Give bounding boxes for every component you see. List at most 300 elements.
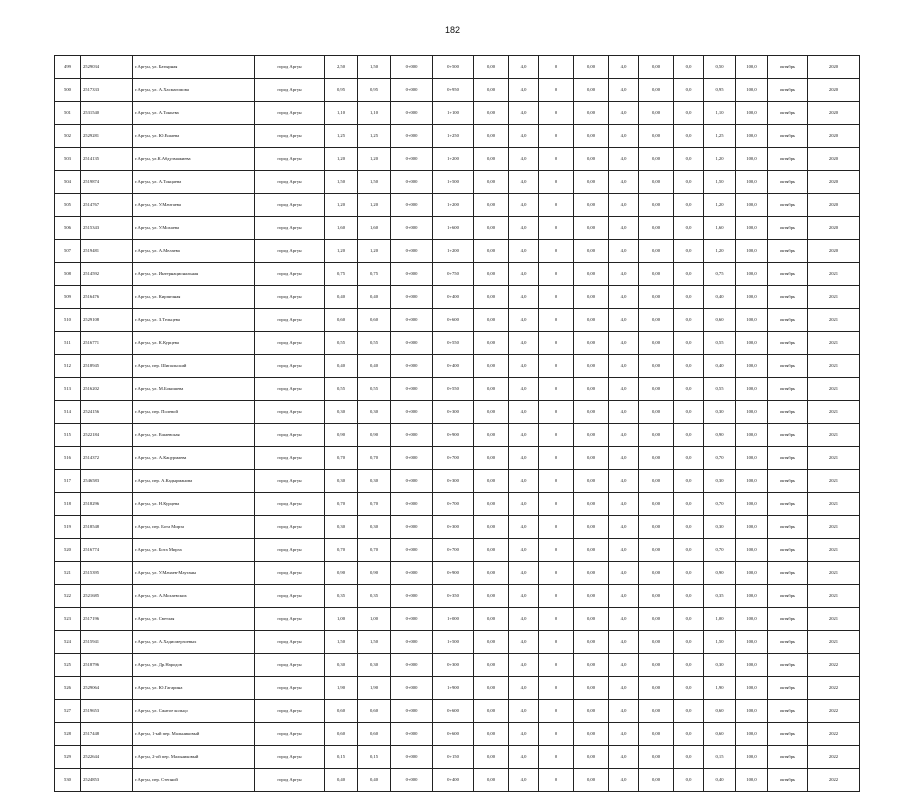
table-cell: 2514592 xyxy=(81,263,133,286)
table-cell: 1,50 xyxy=(358,631,391,654)
table-cell: 0,00 xyxy=(474,470,509,493)
table-cell: 0+900 xyxy=(433,562,474,585)
table-cell: 100,0 xyxy=(736,470,768,493)
table-cell: 0+300 xyxy=(433,470,474,493)
table-cell: г.Аргун, ул. Батырная xyxy=(133,56,255,79)
table-cell: октябрь xyxy=(768,631,808,654)
table-cell: город Аргун xyxy=(255,148,325,171)
table-cell: 0 xyxy=(539,539,574,562)
table-cell: 0,00 xyxy=(639,79,674,102)
table-cell: 4,0 xyxy=(509,102,539,125)
table-cell: 4,0 xyxy=(609,102,639,125)
table-cell: 4,0 xyxy=(609,562,639,585)
table-cell: 0,00 xyxy=(474,677,509,700)
table-cell: 0,00 xyxy=(639,102,674,125)
table-cell: 0,00 xyxy=(574,769,609,792)
table-cell: 1,20 xyxy=(358,148,391,171)
table-cell: город Аргун xyxy=(255,378,325,401)
table-cell: 0,0 xyxy=(674,631,704,654)
table-cell: 0,00 xyxy=(639,332,674,355)
table-cell: 0 xyxy=(539,378,574,401)
table-cell: 2522184 xyxy=(81,424,133,447)
table-cell: 4,0 xyxy=(609,424,639,447)
table-cell: 4,0 xyxy=(609,217,639,240)
table-cell: 100,0 xyxy=(736,148,768,171)
table-cell: 2529281 xyxy=(81,125,133,148)
table-cell: 0+300 xyxy=(433,654,474,677)
table-cell: 0,00 xyxy=(574,677,609,700)
table-cell: 0,75 xyxy=(325,263,358,286)
table-cell: 0,40 xyxy=(704,355,736,378)
table-cell: 0+000 xyxy=(391,263,433,286)
table-cell: 2021 xyxy=(808,562,860,585)
table-cell: 2529034 xyxy=(81,56,133,79)
table-cell: город Аргун xyxy=(255,654,325,677)
table-cell: 4,0 xyxy=(609,125,639,148)
table-cell: г.Аргун, ул. А.Мелаева xyxy=(133,240,255,263)
table-cell: 0 xyxy=(539,493,574,516)
table-cell: 0+700 xyxy=(433,539,474,562)
table-cell: 0,00 xyxy=(574,608,609,631)
table-cell: 100,0 xyxy=(736,355,768,378)
table-cell: г.Аргун, ул. Кирпичная xyxy=(133,286,255,309)
table-cell: 0,00 xyxy=(474,102,509,125)
table-cell: 0,40 xyxy=(704,769,736,792)
table-cell: 0,0 xyxy=(674,217,704,240)
table-cell: 0 xyxy=(539,608,574,631)
table-cell: 0,00 xyxy=(574,539,609,562)
table-cell: 0,00 xyxy=(574,378,609,401)
table-row xyxy=(55,171,860,194)
table-cell: октябрь xyxy=(768,539,808,562)
table-cell: 519 xyxy=(55,516,81,539)
table-cell: 0,00 xyxy=(639,309,674,332)
table-cell: октябрь xyxy=(768,746,808,769)
table-cell: 2021 xyxy=(808,470,860,493)
table-cell: 0,00 xyxy=(574,171,609,194)
table-cell: 100,0 xyxy=(736,332,768,355)
table-cell: г.Аргун, пер. Степной xyxy=(133,769,255,792)
table-cell: 1+200 xyxy=(433,240,474,263)
table-cell: октябрь xyxy=(768,677,808,700)
table-cell: 0,00 xyxy=(574,746,609,769)
table-cell: 1,00 xyxy=(325,608,358,631)
table-cell: 0,00 xyxy=(574,56,609,79)
table-cell: 0+000 xyxy=(391,700,433,723)
table-cell: 0,00 xyxy=(639,194,674,217)
table-cell: 4,0 xyxy=(509,309,539,332)
table-cell: 0 xyxy=(539,769,574,792)
table-cell: 0,00 xyxy=(474,700,509,723)
table-cell: 0+550 xyxy=(433,378,474,401)
table-cell: 0,00 xyxy=(474,56,509,79)
table-cell: 1,25 xyxy=(325,125,358,148)
table-cell: 0+000 xyxy=(391,470,433,493)
table-cell: 1,90 xyxy=(325,677,358,700)
table-cell: 0,0 xyxy=(674,332,704,355)
table-cell: 4,0 xyxy=(509,424,539,447)
table-cell: 0+000 xyxy=(391,56,433,79)
table-cell: 4,0 xyxy=(609,723,639,746)
table-cell: 1+200 xyxy=(433,148,474,171)
table-cell: 0,40 xyxy=(704,286,736,309)
table-cell: 4,0 xyxy=(609,355,639,378)
table-cell: 0,0 xyxy=(674,470,704,493)
table-cell: 0,00 xyxy=(574,562,609,585)
table-cell: 0,00 xyxy=(474,240,509,263)
table-cell: 0+350 xyxy=(433,585,474,608)
table-cell: 0,00 xyxy=(639,677,674,700)
table-cell: 0,00 xyxy=(639,562,674,585)
table-cell: 0,00 xyxy=(574,401,609,424)
table-cell: г.Аргун, ул. М.Бокишева xyxy=(133,378,255,401)
table-cell: 1,50 xyxy=(704,171,736,194)
table-cell: 0,70 xyxy=(704,447,736,470)
table-cell: город Аргун xyxy=(255,79,325,102)
table-cell: октябрь xyxy=(768,286,808,309)
table-cell: 0 xyxy=(539,194,574,217)
table-cell: 0,70 xyxy=(358,539,391,562)
table-cell: город Аргун xyxy=(255,562,325,585)
table-cell: 0,00 xyxy=(574,447,609,470)
table-cell: 1+250 xyxy=(433,125,474,148)
table-row xyxy=(55,562,860,585)
table-cell: 4,0 xyxy=(609,631,639,654)
table-cell: 1,50 xyxy=(358,171,391,194)
table-cell: 4,0 xyxy=(509,746,539,769)
table-cell: 0,0 xyxy=(674,746,704,769)
table-cell: 2021 xyxy=(808,286,860,309)
table-cell: 4,0 xyxy=(509,539,539,562)
table-cell: 2519481 xyxy=(81,240,133,263)
table-cell: 0 xyxy=(539,447,574,470)
table-cell: октябрь xyxy=(768,148,808,171)
table-cell: 0,0 xyxy=(674,447,704,470)
table-cell: 0,00 xyxy=(639,424,674,447)
table-row xyxy=(55,493,860,516)
table-cell: 0+000 xyxy=(391,447,433,470)
table-cell: 0,60 xyxy=(358,700,391,723)
table-cell: 0,0 xyxy=(674,401,704,424)
table-cell: 100,0 xyxy=(736,286,768,309)
table-cell: 0 xyxy=(539,286,574,309)
table-cell: 100,0 xyxy=(736,102,768,125)
table-cell: 0,60 xyxy=(325,723,358,746)
table-cell: 0 xyxy=(539,79,574,102)
table-cell: 2021 xyxy=(808,424,860,447)
table-cell: 0 xyxy=(539,631,574,654)
table-row xyxy=(55,102,860,125)
table-cell: 2518945 xyxy=(81,355,133,378)
table-cell: октябрь xyxy=(768,585,808,608)
table-cell: 0,30 xyxy=(704,401,736,424)
table-cell: 2022 xyxy=(808,700,860,723)
table-cell: 1,20 xyxy=(325,194,358,217)
table-cell: 0,00 xyxy=(474,79,509,102)
table-cell: 4,0 xyxy=(609,240,639,263)
table-cell: 0,00 xyxy=(639,355,674,378)
table-cell: 4,0 xyxy=(609,171,639,194)
table-cell: 526 xyxy=(55,677,81,700)
table-cell: г.Аргун, ул. У.Мохаева xyxy=(133,217,255,240)
table-cell: 0,60 xyxy=(325,309,358,332)
table-cell: 0,55 xyxy=(325,332,358,355)
table-cell: г.Аргун, ул. Н.Курцева xyxy=(133,493,255,516)
table-cell: 0+400 xyxy=(433,769,474,792)
table-cell: октябрь xyxy=(768,470,808,493)
table-cell: 0,00 xyxy=(574,102,609,125)
table-cell: 0,00 xyxy=(639,148,674,171)
table-cell: 504 xyxy=(55,171,81,194)
table-cell: 529 xyxy=(55,746,81,769)
table-cell: 4,0 xyxy=(509,79,539,102)
table-cell: 2516771 xyxy=(81,332,133,355)
table-cell: 0 xyxy=(539,424,574,447)
table-cell: 0,30 xyxy=(325,401,358,424)
table-cell: 0,00 xyxy=(574,631,609,654)
table-cell: 0,00 xyxy=(639,217,674,240)
table-cell: 0+700 xyxy=(433,447,474,470)
table-cell: 4,0 xyxy=(609,516,639,539)
table-cell: 0+550 xyxy=(433,332,474,355)
table-cell: октябрь xyxy=(768,217,808,240)
table-cell: 0 xyxy=(539,148,574,171)
table-cell: 0,00 xyxy=(639,56,674,79)
table-cell: 0,70 xyxy=(325,493,358,516)
table-cell: 0,00 xyxy=(574,217,609,240)
table-cell: 2020 xyxy=(808,171,860,194)
table-cell: 2022 xyxy=(808,654,860,677)
table-cell: 508 xyxy=(55,263,81,286)
table-cell: 0 xyxy=(539,585,574,608)
table-cell: 2531540 xyxy=(81,102,133,125)
table-cell: 0,00 xyxy=(639,746,674,769)
table-cell: 0,70 xyxy=(358,447,391,470)
table-cell: 1,60 xyxy=(325,217,358,240)
table-cell: 0,15 xyxy=(325,746,358,769)
table-cell: 0+000 xyxy=(391,562,433,585)
table-cell: 0,90 xyxy=(325,562,358,585)
table-cell: г.Аргун, ул. А.Хасмагомова xyxy=(133,79,255,102)
table-cell: 2515941 xyxy=(81,631,133,654)
table-cell: 0,00 xyxy=(474,654,509,677)
table-cell: 0,00 xyxy=(574,424,609,447)
table-cell: 0,30 xyxy=(358,654,391,677)
table-cell: 0,00 xyxy=(639,125,674,148)
table-cell: 0,50 xyxy=(704,56,736,79)
table-cell: 0+600 xyxy=(433,700,474,723)
table-cell: 0,00 xyxy=(474,194,509,217)
table-cell: 0 xyxy=(539,355,574,378)
table-cell: 2517196 xyxy=(81,608,133,631)
table-row xyxy=(55,470,860,493)
table-cell: 1+200 xyxy=(433,194,474,217)
table-cell: 4,0 xyxy=(509,585,539,608)
table-cell: 0+000 xyxy=(391,332,433,355)
table-cell: 100,0 xyxy=(736,585,768,608)
table-cell: 0,00 xyxy=(639,263,674,286)
table-cell: 0,0 xyxy=(674,677,704,700)
table-cell: 0 xyxy=(539,171,574,194)
table-cell: 2517333 xyxy=(81,79,133,102)
table-cell: 0+000 xyxy=(391,240,433,263)
table-cell: 2021 xyxy=(808,493,860,516)
table-cell: 1,20 xyxy=(325,148,358,171)
table-cell: 4,0 xyxy=(609,332,639,355)
table-cell: 2022 xyxy=(808,723,860,746)
table-cell: 0 xyxy=(539,240,574,263)
table-cell: 4,0 xyxy=(609,286,639,309)
table-cell: 0 xyxy=(539,746,574,769)
table-cell: 4,0 xyxy=(609,309,639,332)
table-cell: 100,0 xyxy=(736,700,768,723)
table-cell: октябрь xyxy=(768,378,808,401)
table-cell: 0+000 xyxy=(391,424,433,447)
table-cell: 2515395 xyxy=(81,562,133,585)
table-cell: город Аргун xyxy=(255,677,325,700)
table-cell: 0 xyxy=(539,677,574,700)
table-cell: 524 xyxy=(55,631,81,654)
table-cell: 505 xyxy=(55,194,81,217)
table-cell: 2020 xyxy=(808,79,860,102)
table-cell: 0,00 xyxy=(474,746,509,769)
table-cell: 0,0 xyxy=(674,585,704,608)
table-cell: 0+000 xyxy=(391,401,433,424)
table-cell: 0+000 xyxy=(391,769,433,792)
table-cell: 0 xyxy=(539,56,574,79)
table-cell: 0,00 xyxy=(474,355,509,378)
table-row xyxy=(55,194,860,217)
table-cell: город Аргун xyxy=(255,401,325,424)
table-cell: 0,0 xyxy=(674,171,704,194)
table-row xyxy=(55,700,860,723)
table-cell: 2522644 xyxy=(81,746,133,769)
table-cell: 2020 xyxy=(808,240,860,263)
table-cell: 0,0 xyxy=(674,723,704,746)
table-cell: г.Аргун, ул. Ешаевская xyxy=(133,424,255,447)
table-cell: город Аргун xyxy=(255,769,325,792)
table-cell: 4,0 xyxy=(609,493,639,516)
table-cell: 4,0 xyxy=(609,585,639,608)
table-cell: 2020 xyxy=(808,102,860,125)
table-row xyxy=(55,516,860,539)
table-row xyxy=(55,217,860,240)
table-cell: 0+700 xyxy=(433,493,474,516)
table-cell: 0,00 xyxy=(474,585,509,608)
table-cell: 0,75 xyxy=(358,263,391,286)
table-cell: 4,0 xyxy=(609,56,639,79)
table-cell: 0,60 xyxy=(325,700,358,723)
table-cell: город Аргун xyxy=(255,125,325,148)
table-cell: 0,70 xyxy=(325,539,358,562)
table-cell: 0,00 xyxy=(639,516,674,539)
table-cell: 518 xyxy=(55,493,81,516)
table-cell: город Аргун xyxy=(255,746,325,769)
table-cell: 1+600 xyxy=(433,217,474,240)
table-cell: 1,00 xyxy=(704,608,736,631)
table-cell: октябрь xyxy=(768,194,808,217)
table-cell: 0,40 xyxy=(325,355,358,378)
table-cell: г.Аргун, пер. Бота Мирза xyxy=(133,516,255,539)
table-cell: 1,50 xyxy=(325,171,358,194)
table-cell: 0,00 xyxy=(639,631,674,654)
table-cell: 0,0 xyxy=(674,286,704,309)
table-cell: 2021 xyxy=(808,539,860,562)
table-cell: 0,0 xyxy=(674,516,704,539)
table-cell: 4,0 xyxy=(609,654,639,677)
table-cell: октябрь xyxy=(768,309,808,332)
table-cell: г.Аргун, ул. У.Мачтаева xyxy=(133,194,255,217)
table-cell: 0,70 xyxy=(704,539,736,562)
table-cell: 0 xyxy=(539,401,574,424)
table-cell: 4,0 xyxy=(509,125,539,148)
table-cell: г.Аргун, ул. А.Хадисмерзоевых xyxy=(133,631,255,654)
table-cell: город Аргун xyxy=(255,355,325,378)
table-cell: 0,0 xyxy=(674,562,704,585)
table-cell: г.Аргун, 1-ый пер. Мальниковый xyxy=(133,723,255,746)
table-cell: 511 xyxy=(55,332,81,355)
table-cell: 0+000 xyxy=(391,148,433,171)
table-cell: 0,00 xyxy=(574,332,609,355)
table-cell: 0,00 xyxy=(574,286,609,309)
table-cell: 0,0 xyxy=(674,125,704,148)
table-cell: город Аргун xyxy=(255,608,325,631)
table-cell: 530 xyxy=(55,769,81,792)
table-cell: октябрь xyxy=(768,171,808,194)
table-cell: 2020 xyxy=(808,217,860,240)
table-cell: 507 xyxy=(55,240,81,263)
table-cell: 0 xyxy=(539,700,574,723)
table-cell: 0,90 xyxy=(325,424,358,447)
table-cell: 0+000 xyxy=(391,723,433,746)
table-cell: 0,95 xyxy=(704,79,736,102)
table-cell: 0,15 xyxy=(358,746,391,769)
table-cell: октябрь xyxy=(768,516,808,539)
table-cell: 2514372 xyxy=(81,447,133,470)
table-cell: 0+000 xyxy=(391,171,433,194)
table-cell: 0,0 xyxy=(674,102,704,125)
table-cell: 0,40 xyxy=(358,355,391,378)
table-cell: 2021 xyxy=(808,263,860,286)
table-cell: г.Аргун, пер. Шипальский xyxy=(133,355,255,378)
table-cell: 521 xyxy=(55,562,81,585)
table-cell: 100,0 xyxy=(736,631,768,654)
table-cell: 0,00 xyxy=(474,562,509,585)
table-cell: октябрь xyxy=(768,700,808,723)
table-cell: 528 xyxy=(55,723,81,746)
table-cell: 2020 xyxy=(808,125,860,148)
table-cell: 0+600 xyxy=(433,309,474,332)
table-cell: 0,30 xyxy=(358,516,391,539)
table-cell: 2020 xyxy=(808,194,860,217)
table-cell: 2519653 xyxy=(81,700,133,723)
table-cell: 1,10 xyxy=(325,102,358,125)
table-cell: 0,00 xyxy=(574,700,609,723)
table-cell: 2515343 xyxy=(81,217,133,240)
table-cell: 0+000 xyxy=(391,631,433,654)
table-cell: 1,50 xyxy=(704,631,736,654)
table-cell: 2021 xyxy=(808,332,860,355)
table-cell: 4,0 xyxy=(509,263,539,286)
table-cell: город Аргун xyxy=(255,332,325,355)
table-cell: 2514135 xyxy=(81,148,133,171)
table-cell: 0+000 xyxy=(391,286,433,309)
table-cell: 0,30 xyxy=(358,470,391,493)
table-cell: 2524853 xyxy=(81,769,133,792)
table-cell: 100,0 xyxy=(736,125,768,148)
table-row xyxy=(55,424,860,447)
table-cell: 0,00 xyxy=(574,240,609,263)
